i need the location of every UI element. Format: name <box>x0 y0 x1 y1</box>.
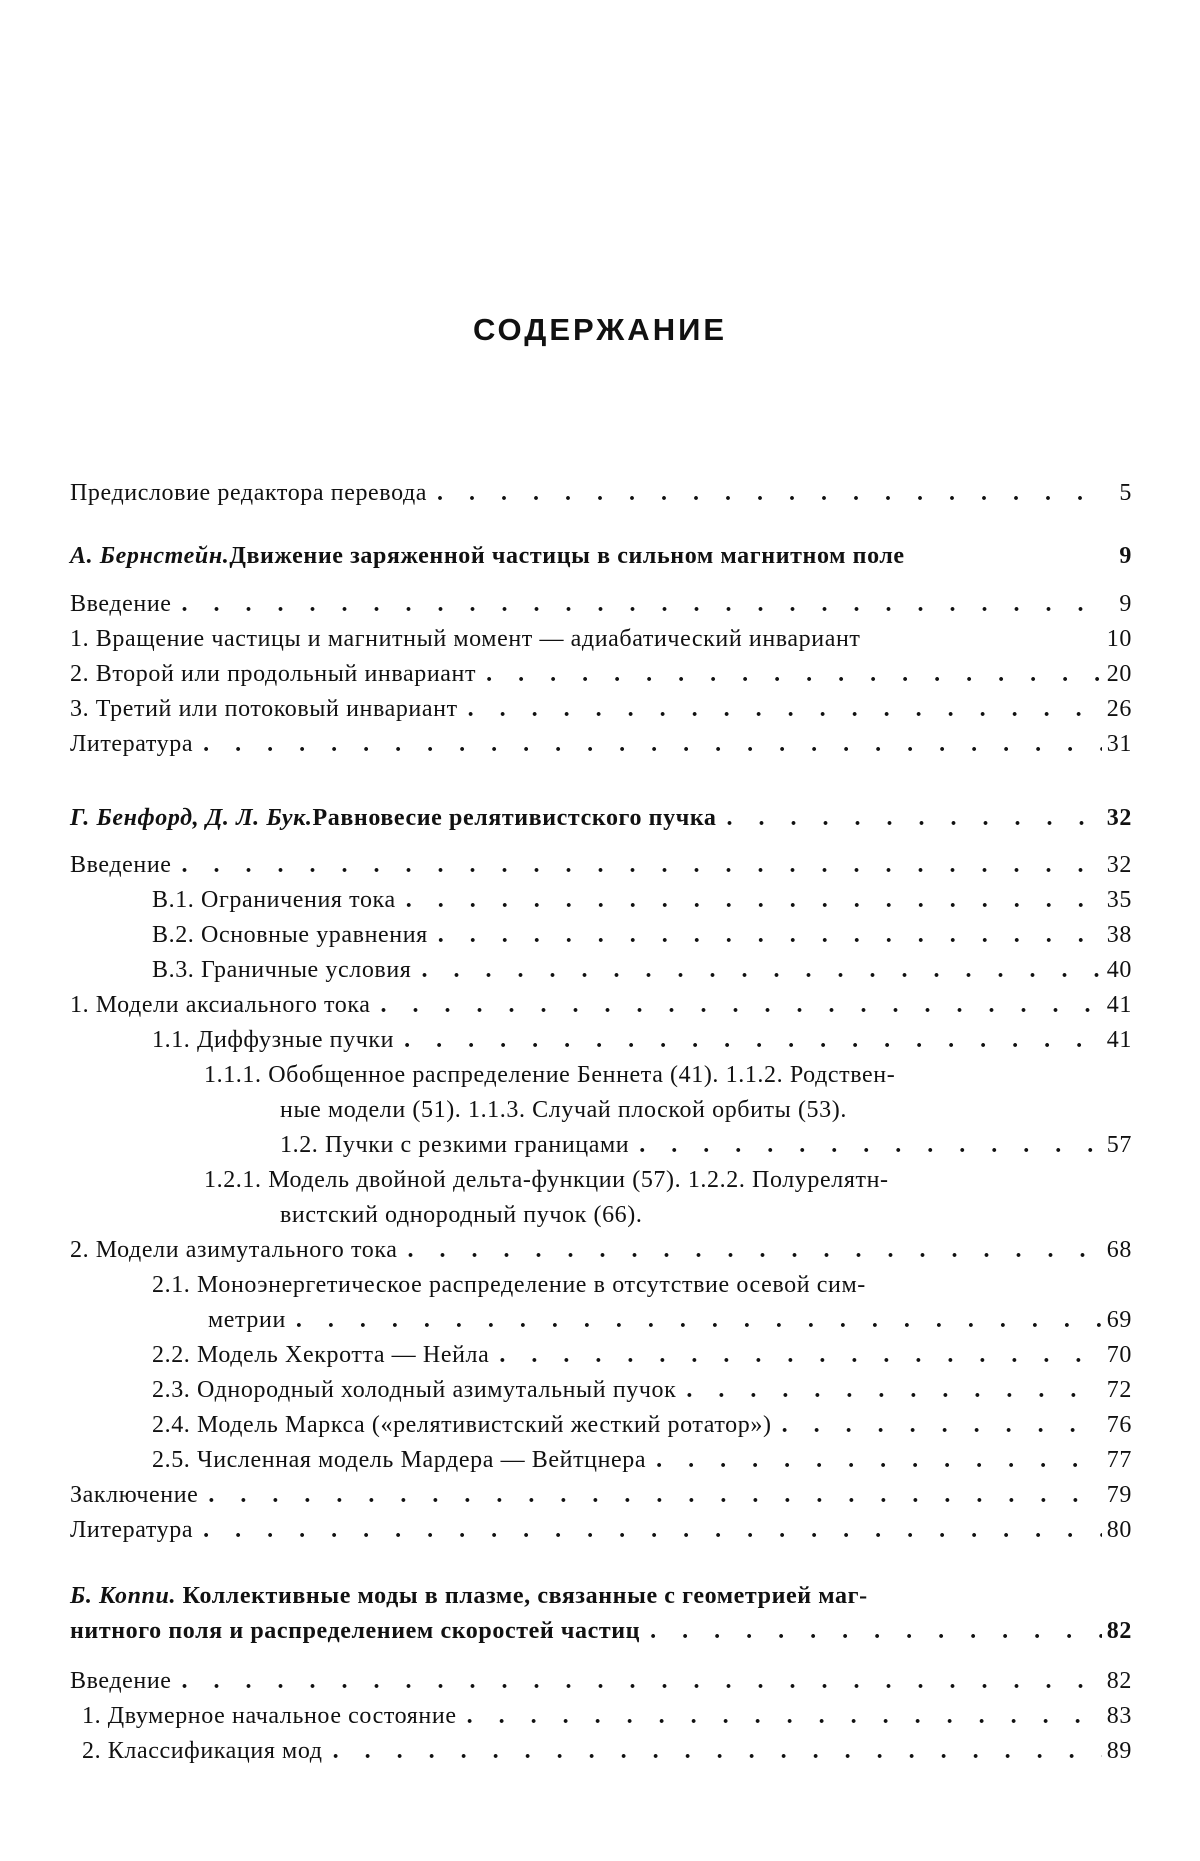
entry-title: 2. Второй или продольный инвариант <box>70 661 477 687</box>
entry-author: Б. Коппи. <box>70 1583 183 1609</box>
dot-leader <box>476 657 1102 692</box>
dot-leader <box>717 801 1103 836</box>
page-number: 89 <box>1106 1738 1132 1764</box>
toc-entry <box>70 1579 1132 1649</box>
page-number: 72 <box>1106 1377 1132 1403</box>
dot-leader <box>428 918 1102 953</box>
toc-entry <box>152 1268 1132 1338</box>
page-number: 40 <box>1106 957 1132 983</box>
page-number: 10 <box>1106 626 1132 652</box>
toc-entry <box>82 1699 1132 1734</box>
entry-title: Коллективные моды в плазме, связанные с геометрией маг- <box>182 1583 868 1609</box>
page-number: 9 <box>1119 591 1132 617</box>
page-number: 5 <box>1119 480 1132 506</box>
page-number: 68 <box>1106 1237 1132 1263</box>
dot-leader <box>489 1338 1102 1373</box>
toc-entry <box>70 1513 1132 1548</box>
entry-title: метрии <box>208 1307 286 1333</box>
entry-title: ные модели (51). 1.1.3. Случай плоской орбиты (53). <box>280 1097 847 1123</box>
entry-title: Движение заряженной частицы в сильном магнитном поле <box>229 543 905 569</box>
page-number: 57 <box>1106 1132 1132 1158</box>
entry-title: 1. Двумерное начальное состояние <box>82 1703 457 1729</box>
toc-entry <box>152 1373 1132 1408</box>
dot-leader <box>286 1303 1102 1338</box>
toc-entry <box>70 1664 1132 1699</box>
toc-entry <box>152 953 1132 988</box>
toc-entry <box>82 1734 1132 1769</box>
toc-entry <box>70 657 1132 692</box>
toc-entry <box>70 1233 1132 1268</box>
entry-title: 2. Модели азимутального тока <box>70 1237 398 1263</box>
page-number: 38 <box>1106 922 1132 948</box>
entry-title: 1.2. Пучки с резкими границами <box>280 1132 630 1158</box>
entry-title: Введение <box>70 852 172 878</box>
entry-title: 2.3. Однородный холодный азимутальный пучок <box>152 1377 677 1403</box>
dot-leader <box>458 692 1102 727</box>
page-number: 41 <box>1106 992 1132 1018</box>
dot-leader <box>396 883 1102 918</box>
entry-title: 2.5. Численная модель Мардера — Вейтцнера <box>152 1447 647 1473</box>
page-number: 77 <box>1106 1447 1132 1473</box>
entry-title: Равновесие релятивистского пучка <box>312 805 717 831</box>
page-number: 69 <box>1106 1307 1132 1333</box>
toc-entry <box>152 1443 1132 1478</box>
toc-entry <box>70 1478 1132 1513</box>
toc-entry <box>152 883 1132 918</box>
entry-title: Введение <box>70 1668 172 1694</box>
toc-entry <box>70 848 1132 883</box>
entry-title: Литература <box>70 1517 194 1543</box>
entry-title: В.3. Граничные условия <box>152 957 412 983</box>
entry-title: вистский однородный пучок (66). <box>280 1202 643 1228</box>
toc-entry <box>152 918 1132 953</box>
toc-entry <box>70 476 1132 511</box>
dot-leader <box>676 1373 1102 1408</box>
toc-entry <box>204 1058 1132 1128</box>
dot-leader <box>411 953 1102 988</box>
entry-title: 2. Классификация мод <box>82 1738 323 1764</box>
dot-leader <box>427 476 1102 511</box>
toc-entry <box>70 988 1132 1023</box>
entry-title: Литература <box>70 731 194 757</box>
dot-leader <box>193 727 1102 762</box>
page-number: 82 <box>1106 1618 1132 1644</box>
entry-title: 2.1. Моноэнергетическое распределение в отсутствие осевой сим- <box>152 1272 866 1298</box>
entry-title: 1.1. Диффузные пучки <box>152 1027 395 1053</box>
toc-entry <box>70 801 1132 836</box>
toc-entry <box>152 1023 1132 1058</box>
dot-leader <box>397 1233 1102 1268</box>
toc-entry <box>204 1163 1132 1233</box>
page-number: 32 <box>1106 805 1132 831</box>
dot-leader <box>640 1614 1102 1649</box>
entry-title: В.2. Основные уравнения <box>152 922 428 948</box>
entry-title: Заключение <box>70 1482 199 1508</box>
page-number: 83 <box>1106 1703 1132 1729</box>
page-number: 35 <box>1106 887 1132 913</box>
entry-title: 2.2. Модель Хекротта — Нейла <box>152 1342 490 1368</box>
dot-leader <box>646 1443 1102 1478</box>
page-number: 41 <box>1106 1027 1132 1053</box>
dot-leader <box>172 587 1102 622</box>
entry-title: 1.2.1. Модель двойной дельта-функции (57). 1.2.2. Полурелятн- <box>204 1167 889 1193</box>
dot-leader <box>629 1128 1102 1163</box>
entry-author: А. Бернстейн. <box>70 543 230 569</box>
entry-author: Г. Бенфорд, Д. Л. Бук. <box>70 805 313 831</box>
toc-entry <box>70 692 1132 727</box>
page-number: 26 <box>1106 696 1132 722</box>
entry-title: Предисловие редактора перевода <box>70 480 428 506</box>
toc-entry <box>70 727 1132 762</box>
page-number: 9 <box>1119 543 1132 569</box>
entry-title: Введение <box>70 591 172 617</box>
dot-leader <box>371 988 1102 1023</box>
page-number: 82 <box>1106 1668 1132 1694</box>
entry-title: нитного поля и распределением скоростей частиц <box>70 1618 641 1644</box>
page-title: СОДЕРЖАНИЕ <box>472 312 728 347</box>
dot-leader <box>772 1408 1102 1443</box>
dot-leader <box>193 1513 1102 1548</box>
toc-entry <box>280 1128 1132 1163</box>
toc-entry <box>70 587 1132 622</box>
page-number: 80 <box>1106 1517 1132 1543</box>
dot-leader <box>198 1478 1102 1513</box>
dot-leader <box>394 1023 1102 1058</box>
page-number: 32 <box>1106 852 1132 878</box>
toc-entry <box>70 622 1132 657</box>
entry-title: 1. Модели аксиального тока <box>70 992 371 1018</box>
page-number: 31 <box>1106 731 1132 757</box>
dot-leader <box>172 848 1102 883</box>
toc-entry <box>70 539 1132 574</box>
page-number: 76 <box>1106 1412 1132 1438</box>
dot-leader <box>457 1699 1102 1734</box>
toc-entry <box>152 1338 1132 1373</box>
dot-leader <box>172 1664 1102 1699</box>
entry-title: 3. Третий или потоковый инвариант <box>70 696 458 722</box>
page-number: 79 <box>1106 1482 1132 1508</box>
page-number: 70 <box>1106 1342 1132 1368</box>
toc-entry <box>152 1408 1132 1443</box>
dot-leader <box>323 1734 1102 1769</box>
entry-title: 1. Вращение частицы и магнитный момент — адиабатический инвариант <box>70 626 861 652</box>
entry-title: 2.4. Модель Маркса («релятивистский жесткий ротатор») <box>152 1412 772 1438</box>
entry-title: В.1. Ограничения тока <box>152 887 396 913</box>
entry-title: 1.1.1. Обобщенное распределение Беннета (41). 1.1.2. Родствен- <box>204 1062 896 1088</box>
page-number: 20 <box>1106 661 1132 687</box>
